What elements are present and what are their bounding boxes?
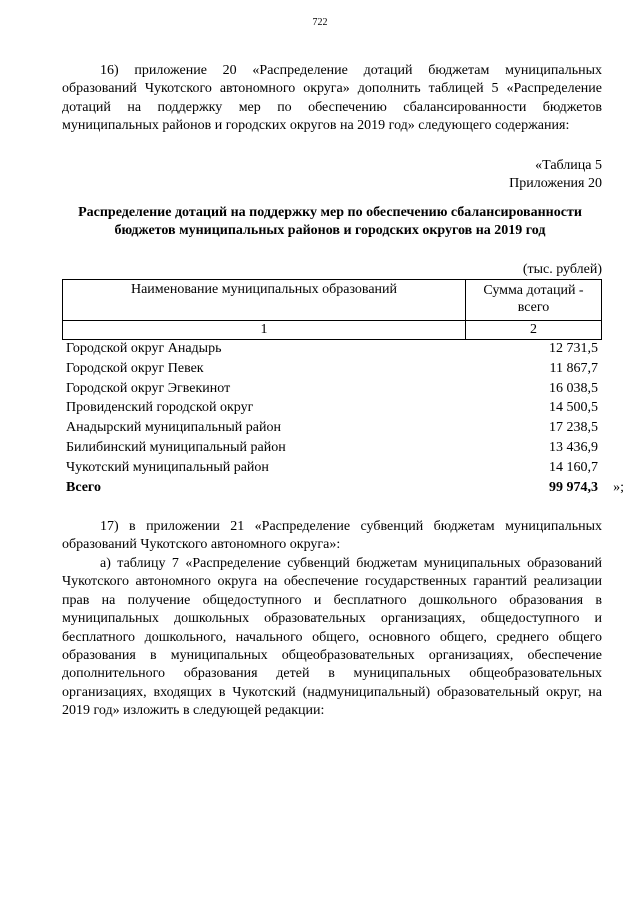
total-value: 99 974,3	[549, 479, 598, 495]
row-value: 12 731,5	[549, 341, 598, 356]
total-label: Всего	[66, 479, 101, 495]
subsidy-table-header	[62, 279, 602, 340]
row-name: Чукотский муниципальный район	[66, 459, 269, 475]
row-name: Городской округ Певек	[66, 360, 204, 376]
paragraph-16: 16) приложение 20 «Распределение дотаций бюджетам муниципальных образований Чукотского автономного округа» дополнить таблицей 5 «Распределение дотаций на поддержку мер по обеспечению сбалансированности бюджетов муниципальных районов и городских округов на 2019 год» следующего содержания:	[62, 63, 602, 134]
row-value: 16 038,5	[549, 380, 598, 396]
row-name: Анадырский муниципальный район	[66, 420, 281, 436]
table-row	[62, 398, 602, 418]
row-name: Городской округ Анадырь	[66, 341, 222, 356]
table-total-row	[62, 478, 624, 498]
paragraph-17a: а) таблицу 7 «Распределение субвенций бюджетам муниципальных образований Чукотского автономного округа на обеспечение государственных гарантий реализации прав на получение общедоступного и бесплатного дошкольного образования в муниципальных дошкольных образовательных организациях, общедоступного и бесплатного дошкольного, начального общего, основного общего, среднего общего образования в муниципальных общеобразовательных организациях, обеспечение дополнительного образования детей в муниципальных общеобразовательных организациях, входящих в Чукотский (надмуниципальный) образовательный округ, на 2019 год» изложить в следующей редакции:	[62, 556, 602, 719]
column-header-name: Наименование муниципальных образований	[63, 280, 466, 321]
row-value: 14 160,7	[549, 459, 598, 475]
units-label: (тыс. рублей)	[522, 262, 602, 277]
row-value: 14 500,5	[549, 400, 598, 416]
column-number-1: 1	[63, 321, 466, 340]
subsidy-table-body	[62, 339, 624, 497]
table-reference	[509, 157, 602, 193]
closing-quote-mark: »;	[613, 479, 624, 495]
table-title: Распределение дотаций на поддержку мер по обеспечению сбалансированности бюджетов муниципальных районов и городских округов на 2019 год	[78, 205, 582, 238]
row-name: Билибинский муниципальный район	[66, 439, 286, 455]
table-row	[62, 379, 602, 399]
row-name: Городской округ Эгвекинот	[66, 380, 231, 396]
row-value: 11 867,7	[549, 360, 598, 376]
row-name: Провиденский городской округ	[66, 400, 254, 416]
table-reference-line-2: Приложения 20	[509, 176, 602, 191]
table-row	[62, 418, 602, 438]
paragraph-17: 17) в приложении 21 «Распределение субвенций бюджетам муниципальных образований Чукотского автономного округа»:	[62, 519, 602, 553]
table-row	[62, 458, 602, 478]
column-number-2: 2	[466, 321, 602, 340]
table-row	[62, 339, 602, 359]
column-header-amount: Сумма дотаций - всего	[466, 280, 602, 321]
table-row	[62, 438, 602, 458]
table-row	[62, 359, 602, 379]
table-reference-line-1: «Таблица 5	[535, 158, 602, 173]
page-number: 722	[312, 17, 328, 28]
row-value: 17 238,5	[549, 420, 598, 436]
row-value: 13 436,9	[549, 439, 598, 455]
